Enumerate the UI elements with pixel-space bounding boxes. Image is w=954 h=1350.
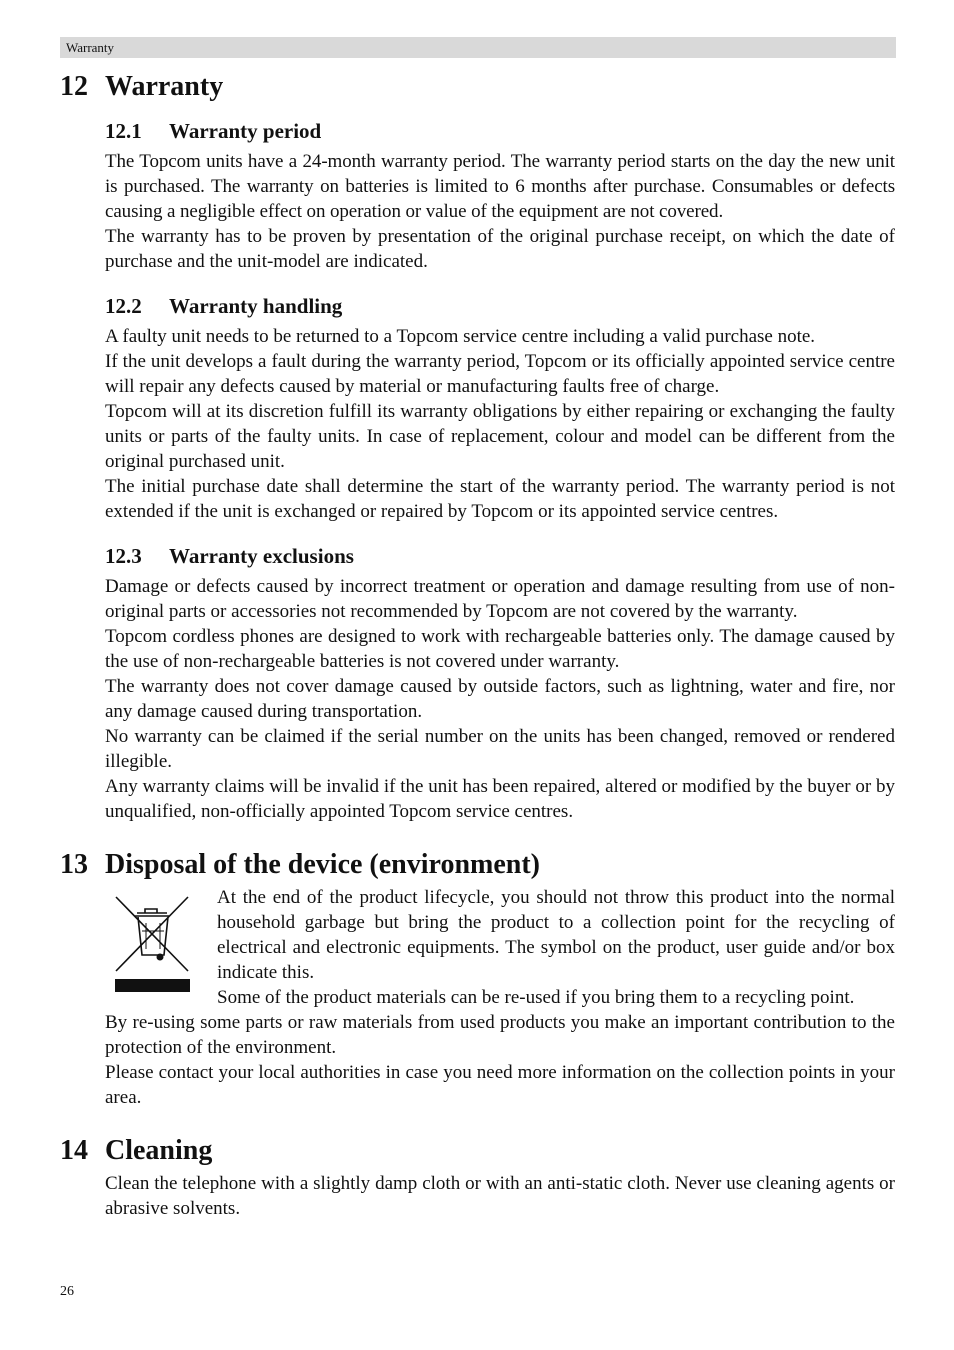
section-number: 14 [60,1135,88,1166]
section-title: Disposal of the device (environment) [105,849,540,880]
section-number: 13 [60,849,88,880]
running-header [60,37,896,58]
paragraph: The initial purchase date shall determine the start of the warranty period. The warranty period is not extended if the unit is exchanged or repaired by Topcom or its appointed service centres. [105,476,895,522]
paragraph: By re-using some parts or raw materials from used products you make an important contribution to the protection of the environment. [105,1012,895,1058]
paragraph: Topcom will at its discretion fulfill its warranty obligations by either repairing or exchanging the faulty units or parts of the faulty units. In case of replacement, colour and model can be different from the original purchased unit. [105,401,895,472]
paragraph: The Topcom units have a 24-month warranty period. The warranty period starts on the day the new unit is purchased. The warranty on batteries is limited to 6 months after purchase. Consumables or defects causing a negligible effect on operation or value of the equipment are not covered. [105,151,895,222]
running-header-label: Warranty [66,40,115,55]
subsection-title: Warranty exclusions [169,544,354,568]
paragraph: Damage or defects caused by incorrect treatment or operation and damage resulting from use of non-original parts or accessories not recommended by Topcom are not covered by the warranty. [105,576,895,622]
paragraph: Topcom cordless phones are designed to work with rechargeable batteries only. The damage caused by the use of non-rechargeable batteries is not covered under warranty. [105,626,895,672]
section-14-heading [60,1135,212,1167]
subsection-12-1-heading [105,119,321,143]
paragraph: At the end of the product lifecycle, you should not throw this product into the normal household garbage but bring the product to a collection point for the recycling of electrical and electronic equipments. The symbol on the product, user guide and/or box indicate this. [217,887,895,983]
paragraph: Please contact your local authorities in case you need more information on the collection points in your area. [105,1062,895,1108]
subsection-number: 12.3 [105,544,142,568]
subsection-12-3-heading [105,544,354,568]
paragraph: If the unit develops a fault during the warranty period, Topcom or its officially appointed service centre will repair any defects caused by material or manufacturing faults free of charge. [105,351,895,397]
paragraph: No warranty can be claimed if the serial number on the units has been changed, removed or rendered illegible. [105,726,895,772]
paragraph: Clean the telephone with a slightly damp cloth or with an anti-static cloth. Never use cleaning agents or abrasive solvents. [105,1173,895,1219]
section-12-heading [60,71,223,103]
section-title: Cleaning [105,1135,213,1166]
paragraph: A faulty unit needs to be returned to a Topcom service centre including a valid purchase note. [105,326,816,347]
subsection-number: 12.1 [105,119,142,143]
paragraph: The warranty has to be proven by presentation of the original purchase receipt, on which the date of purchase and the unit-model are indicated. [105,226,895,272]
section-13-heading [60,849,540,881]
paragraph: Any warranty claims will be invalid if the unit has been repaired, altered or modified by the buyer or by unqualified, non-officially appointed Topcom service centres. [105,776,895,822]
crossed-out-wheelie-bin-icon [112,893,192,995]
section-title: Warranty [105,71,224,102]
section-number: 12 [60,71,88,102]
paragraph: The warranty does not cover damage caused by outside factors, such as lightning, water and fire, nor any damage caused during transportation. [105,676,895,722]
page-number: 26 [60,1284,74,1299]
subsection-12-2-heading [105,294,342,318]
paragraph: Some of the product materials can be re-used if you bring them to a recycling point. [217,987,855,1008]
subsection-number: 12.2 [105,294,142,318]
subsection-title: Warranty handling [169,294,343,318]
subsection-title: Warranty period [169,119,322,143]
